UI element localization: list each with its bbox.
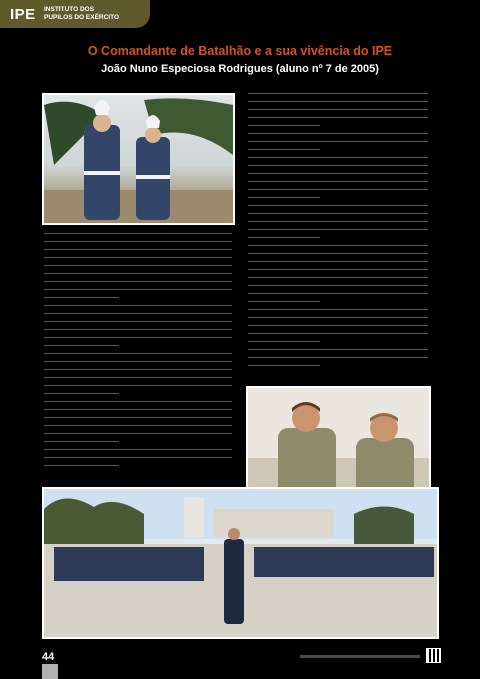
- text-column-right: [248, 93, 428, 373]
- text-column-left: [44, 233, 232, 473]
- photo-cadets-illustration: [44, 95, 233, 223]
- photo-parade-illustration: [44, 489, 437, 637]
- footer-line: [300, 655, 420, 658]
- brand-subtitle-line2: PUPILOS DO EXÉRCITO: [44, 14, 120, 21]
- photo-battalion-parade: [42, 487, 439, 639]
- article-title: O Comandante de Batalhão e a sua vivência do IPE: [87, 44, 393, 58]
- brand-subtitle-line1: INSTITUTO DOS: [44, 6, 95, 13]
- qr-code-icon: [426, 648, 441, 663]
- page-corner-block: [42, 664, 58, 679]
- brand-label: IPE: [10, 6, 36, 23]
- article-author: João Nuno Especiosa Rodrigues (aluno nº 7 de 2005): [101, 63, 379, 75]
- photo-cadets-dress-uniform: [42, 93, 235, 225]
- page-number: 44: [42, 651, 55, 663]
- brand-subtitle: [44, 6, 119, 22]
- header-band: [0, 0, 150, 28]
